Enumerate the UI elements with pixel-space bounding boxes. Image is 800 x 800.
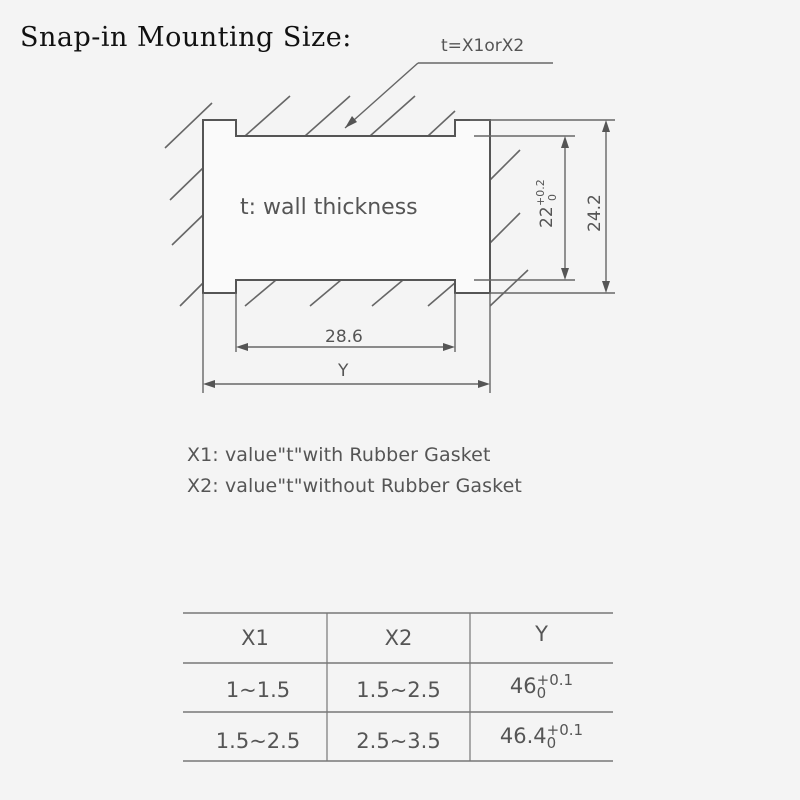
outer-height-arrow-top bbox=[602, 120, 610, 132]
note-x1: X1: value"t"with Rubber Gasket bbox=[187, 444, 491, 466]
outer-height-arrow-bottom bbox=[602, 281, 610, 293]
table-row-1-x2: 1.5~2.5 bbox=[356, 678, 441, 702]
table-header-x2: X2 bbox=[384, 626, 413, 650]
inner-height-tol-upper: +0.2 bbox=[534, 179, 547, 206]
table-row-2-y-tolerance bbox=[546, 721, 584, 752]
table-row-2-y-tol-upper: +0.1 bbox=[546, 721, 584, 739]
inner-height-arrow-bottom bbox=[561, 268, 569, 280]
panel-label: t: wall thickness bbox=[240, 195, 418, 220]
inner-height-value: 22 bbox=[537, 206, 557, 228]
inner-width-value: 28.6 bbox=[325, 327, 363, 347]
inner-height-label bbox=[534, 179, 559, 228]
table-header-x1: X1 bbox=[241, 626, 269, 650]
table-row-1-y bbox=[470, 671, 613, 702]
table-header-y: Y bbox=[535, 622, 548, 646]
table-row-2-y-tol-lower: 0 bbox=[546, 734, 557, 752]
table-row-2-x2: 2.5~3.5 bbox=[356, 729, 441, 753]
inner-height-arrow-top bbox=[561, 136, 569, 148]
page-title: Snap-in Mounting Size: bbox=[20, 22, 352, 53]
t-leader-diagonal bbox=[345, 63, 418, 128]
inner-width-arrow-right bbox=[443, 343, 455, 351]
table-row-1-y-tol-lower: 0 bbox=[536, 684, 547, 702]
table-row-2-y-value: 46.4 bbox=[499, 724, 547, 748]
table-row-1-x1: 1~1.5 bbox=[225, 678, 291, 702]
table-row-1-y-value: 46 bbox=[509, 674, 537, 698]
outer-width-arrow-left bbox=[203, 380, 215, 388]
t-leader-arrowhead bbox=[345, 116, 357, 128]
outer-height-value: 24.2 bbox=[585, 194, 605, 232]
table-row-2-y bbox=[470, 721, 613, 752]
table-row-1-y-tol-upper: +0.1 bbox=[536, 671, 574, 689]
inner-height-tol-lower: 0 bbox=[546, 194, 559, 201]
outer-width-value: Y bbox=[338, 361, 349, 381]
inner-width-arrow-left bbox=[236, 343, 248, 351]
note-x2: X2: value"t"without Rubber Gasket bbox=[187, 475, 522, 497]
t-label: t=X1orX2 bbox=[441, 36, 525, 56]
table-row-2-x1: 1.5~2.5 bbox=[215, 729, 301, 753]
table-row-1-y-tolerance bbox=[536, 671, 574, 702]
outer-width-arrow-right bbox=[478, 380, 490, 388]
